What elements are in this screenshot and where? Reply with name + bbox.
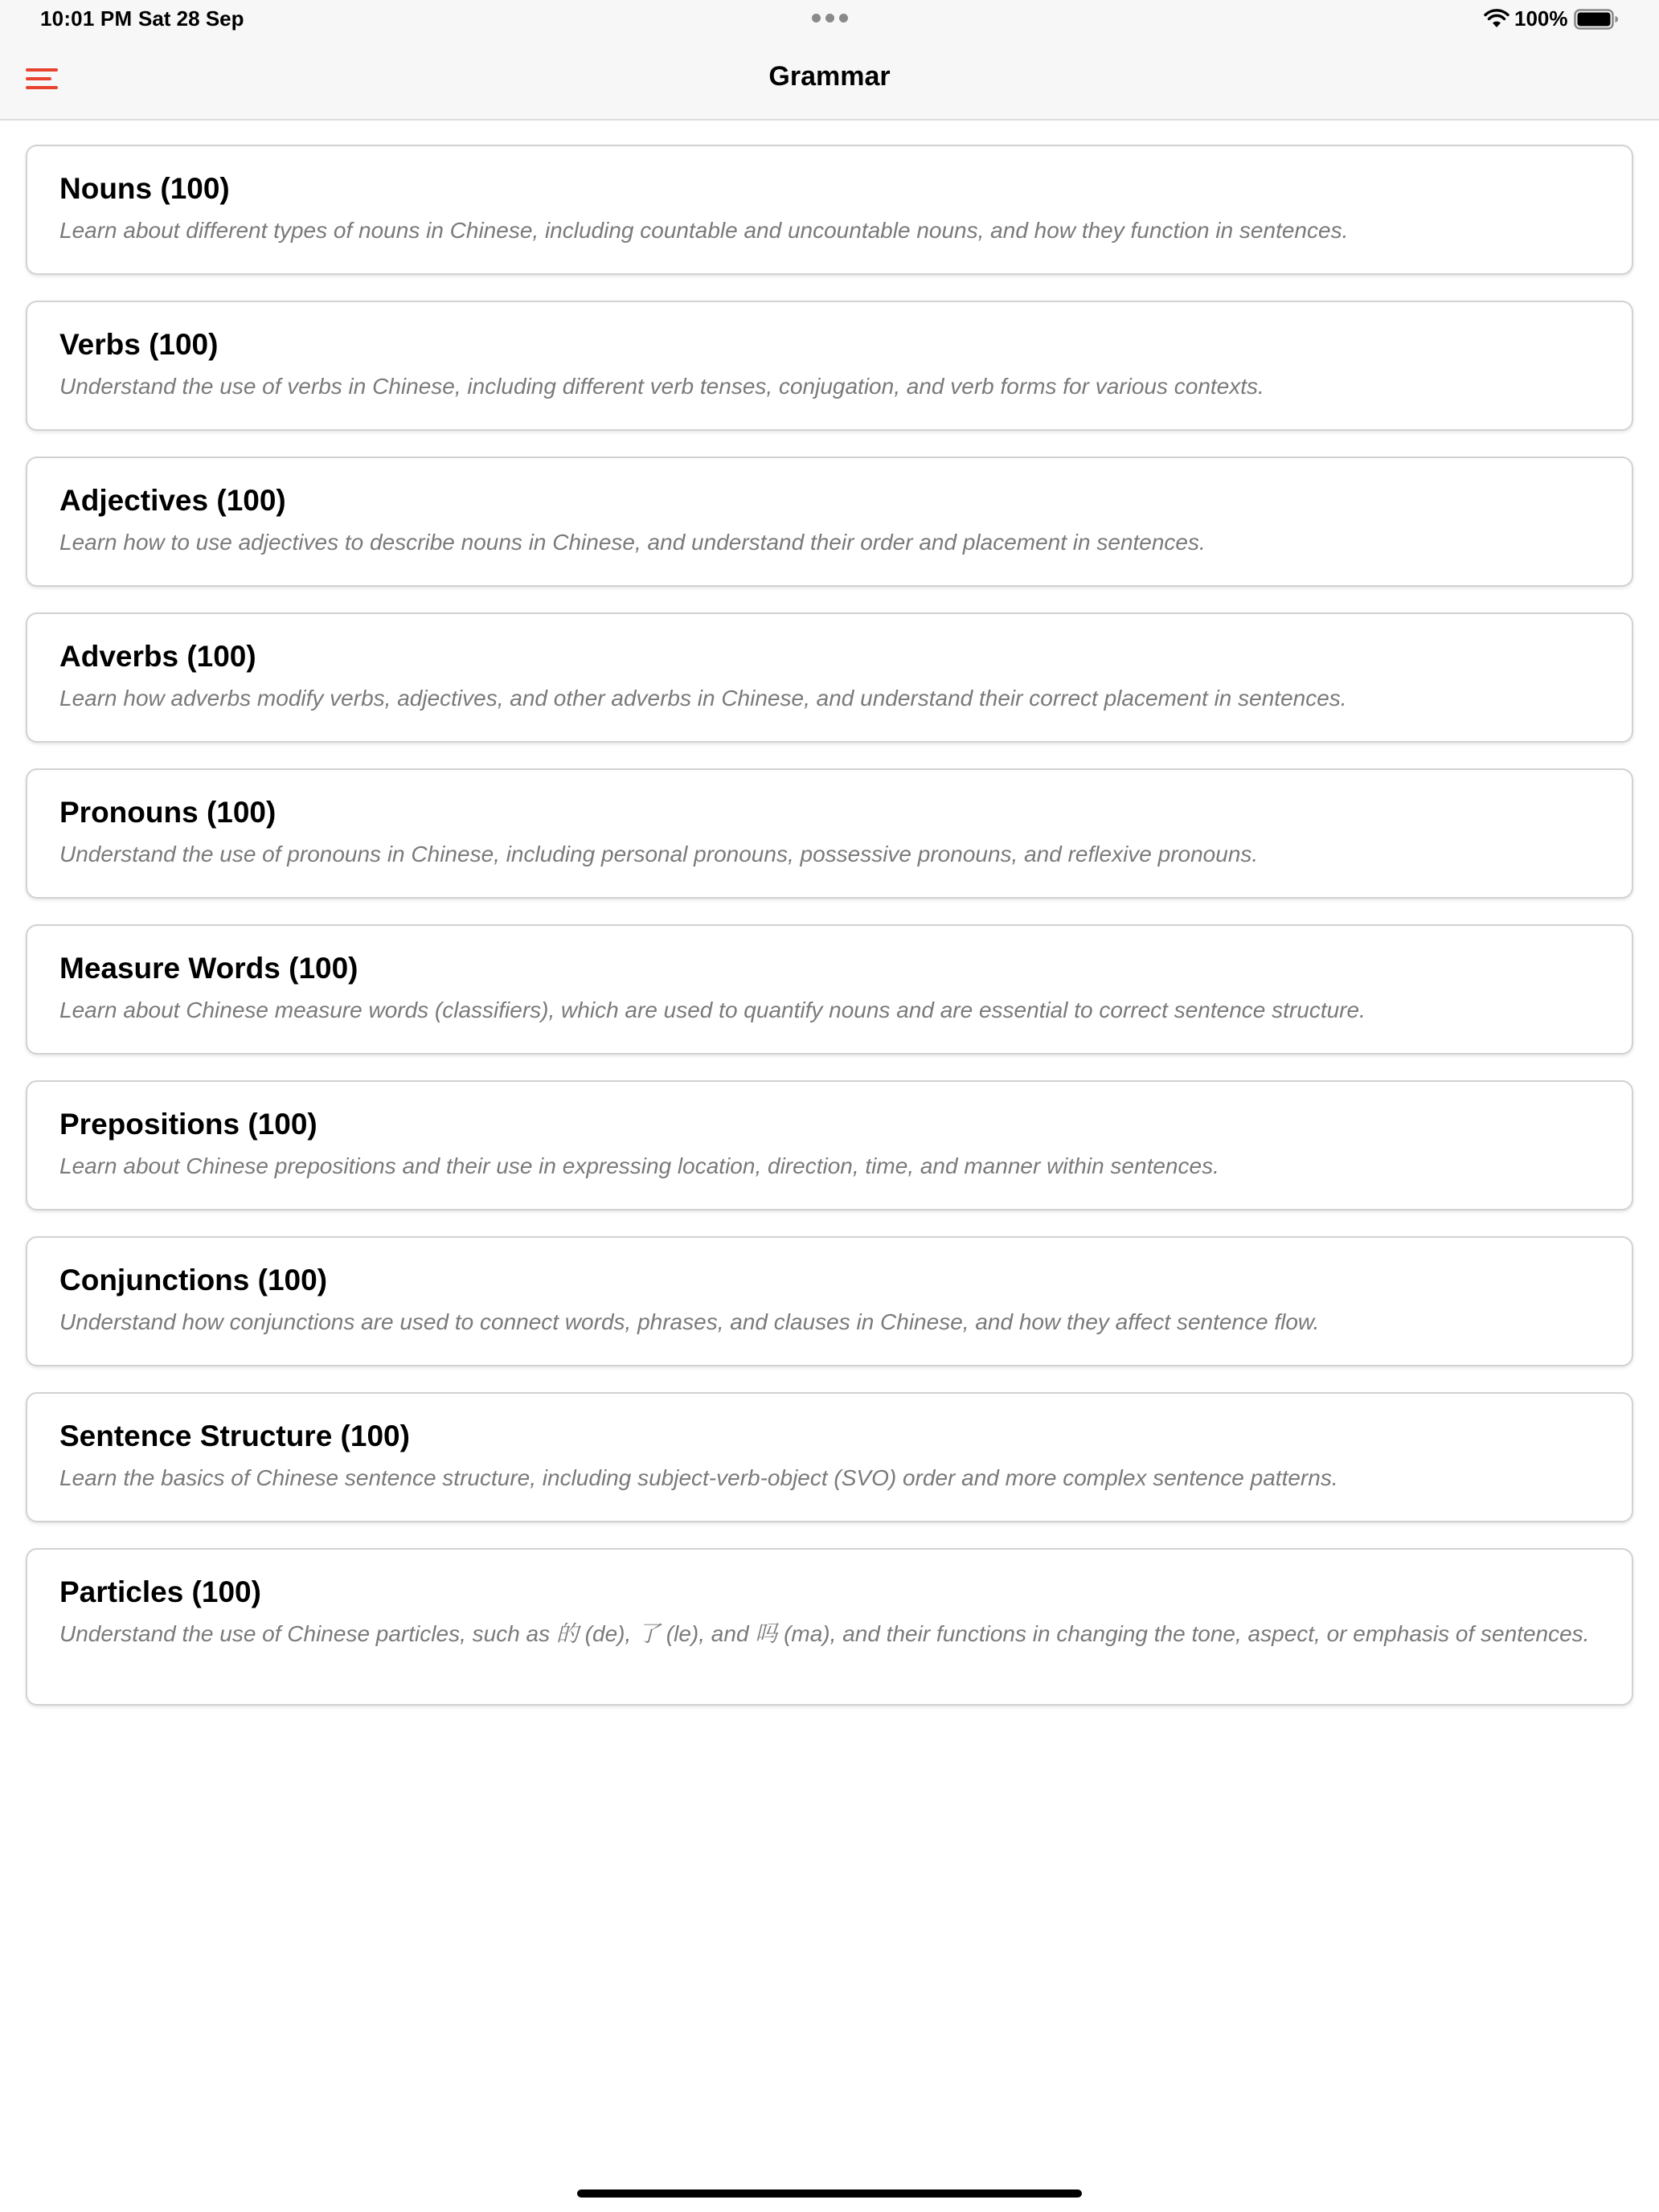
topic-title: Adjectives (100) [59, 484, 286, 517]
topic-description: Understand how conjunctions are used to connect words, phrases, and clauses in Chinese, and how they affect sentence flow. [59, 1309, 1320, 1334]
topic-card-nouns[interactable] [26, 145, 1633, 275]
status-date: Sat 28 Sep [138, 6, 244, 31]
topic-title: Verbs (100) [59, 328, 219, 361]
topic-description: Understand the use of verbs in Chinese, including different verb tenses, conjugation, and verb forms for various contexts. [59, 374, 1264, 399]
topic-card-pronouns[interactable] [26, 768, 1633, 899]
status-bar [0, 0, 1659, 39]
topic-description: Learn about different types of nouns in Chinese, including countable and uncountable nouns, and how they function in sentences. [59, 218, 1349, 243]
multitasking-dots-icon[interactable] [812, 14, 848, 23]
topic-card-conjunctions[interactable] [26, 1236, 1633, 1366]
topic-description: Learn about Chinese prepositions and their use in expressing location, direction, time, and manner within sentences. [59, 1153, 1219, 1178]
battery-full-icon [1574, 9, 1619, 30]
topic-title: Nouns (100) [59, 172, 230, 205]
topic-description: Learn about Chinese measure words (classifiers), which are used to quantify nouns and are essential to correct sentence structure. [59, 997, 1366, 1022]
topic-card-measure-words[interactable] [26, 924, 1633, 1055]
topic-title: Sentence Structure (100) [59, 1419, 410, 1452]
navigation-bar [0, 39, 1659, 121]
topic-card-particles[interactable] [26, 1548, 1633, 1706]
topic-card-prepositions[interactable] [26, 1080, 1633, 1210]
topic-description: Learn how adverbs modify verbs, adjectives, and other adverbs in Chinese, and understand their correct placement in sentences. [59, 686, 1347, 711]
topic-description: Understand the use of Chinese particles, such as 的 (de), 了 (le), and 吗 (ma), and their functions in changing the tone, aspect, or emphasis of sentences. [59, 1621, 1590, 1646]
grammar-topic-list [26, 145, 1633, 1731]
topic-description: Learn the basics of Chinese sentence structure, including subject-verb-object (SVO) order and more complex sentence patterns. [59, 1465, 1338, 1490]
topic-card-sentence-structure[interactable] [26, 1392, 1633, 1522]
topic-card-verbs[interactable] [26, 301, 1633, 431]
topic-title: Conjunctions (100) [59, 1264, 328, 1296]
topic-title: Particles (100) [59, 1575, 261, 1608]
page-title: Grammar [768, 61, 891, 92]
topic-card-adjectives[interactable] [26, 457, 1633, 587]
topic-title: Prepositions (100) [59, 1108, 317, 1141]
topic-card-adverbs[interactable] [26, 612, 1633, 743]
wifi-icon [1484, 8, 1509, 29]
home-indicator[interactable] [577, 2189, 1082, 2198]
topic-title: Pronouns (100) [59, 796, 276, 829]
topic-description: Understand the use of pronouns in Chinese, including personal pronouns, possessive pronouns, and reflexive pronouns. [59, 842, 1259, 866]
battery-percentage: 100% [1514, 6, 1568, 31]
status-time: 10:01 PM [40, 6, 133, 31]
topic-title: Measure Words (100) [59, 952, 358, 985]
topic-description: Learn how to use adjectives to describe nouns in Chinese, and understand their order and placement in sentences. [59, 530, 1206, 555]
topic-title: Adverbs (100) [59, 640, 256, 673]
